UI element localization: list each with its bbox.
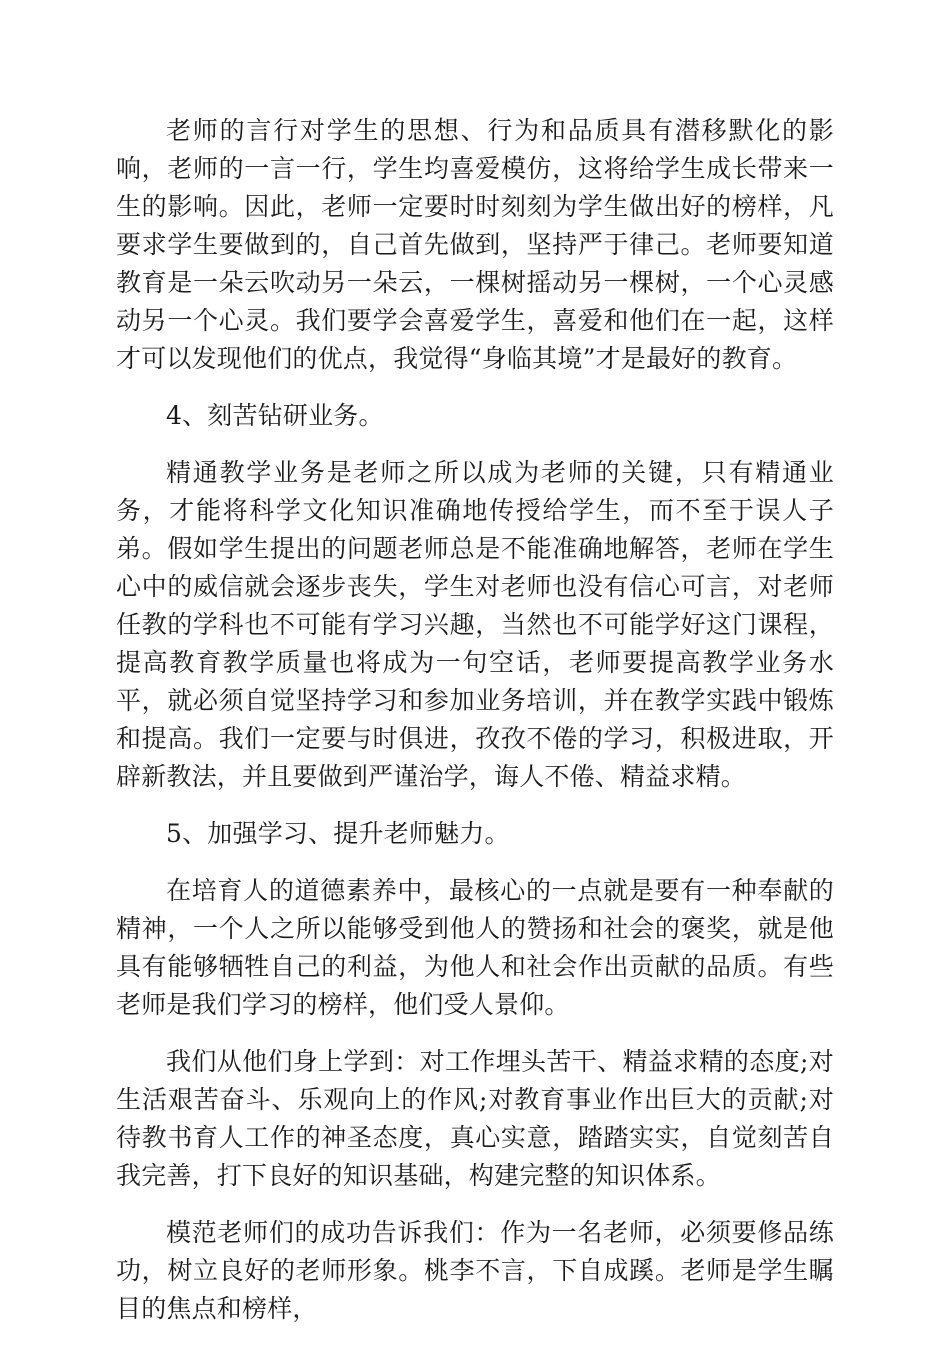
section-heading-4: 4、刻苦钻研业务。 [166,401,384,430]
paragraph-learn-from-them: 我们从他们身上学到：对工作埋头苦干、精益求精的态度;对生活艰苦奋斗、乐观向上的作风;对教育事业作出巨大的贡献;对待教书育人工作的神圣态度，真心实意，踏踏实实，自觉刻苦自我完善，打下良好的知识基础，构建完整的知识体系。 [116,1047,834,1190]
paragraph-dedication: 在培育人的道德素养中，最核心的一点就是要有一种奉献的精神，一个人之所以能够受到他人的赞扬和社会的褒奖，就是他具有能够牺牲自己的利益，为他人和社会作出贡献的品质。有些老师是我们学习的榜样，他们受人景仰。 [116,876,834,1019]
paragraph-study-business: 精通教学业务是老师之所以成为老师的关键，只有精通业务，才能将科学文化知识准确地传授给学生，而不至于误人子弟。假如学生提出的问题老师总是不能准确地解答，老师在学生心中的威信就会逐步丧失，学生对老师也没有信心可言，对老师任教的学科也不可能有学习兴趣，当然也不可能学好这门课程，提高教育教学质量也将成为一句空话，老师要提高教学业务水平，就必须自觉坚持学习和参加业务培训，并在教学实践中锻炼和提高。我们一定要与时俱进，孜孜不倦的学习，积极进取，开辟新教法，并且要做到严谨治学，诲人不倦、精益求精。 [116,458,834,791]
document-body [116,112,834,1347]
paragraph-model-teachers: 模范老师们的成功告诉我们：作为一名老师，必须要修品练功，树立良好的老师形象。桃李不言，下自成蹊。老师是学生瞩目的焦点和榜样， [116,1218,834,1323]
section-heading-5: 5、加强学习、提升老师魅力。 [166,819,510,848]
paragraph-teacher-influence: 老师的言行对学生的思想、行为和品质具有潜移默化的影响，老师的一言一行，学生均喜爱模仿，这将给学生成长带来一生的影响。因此，老师一定要时时刻刻为学生做出好的榜样，凡要求学生要做到的，自己首先做到，坚持严于律己。老师要知道教育是一朵云吹动另一朵云，一棵树摇动另一棵树，一个心灵感动另一个心灵。我们要学会喜爱学生，喜爱和他们在一起，这样才可以发现他们的优点，我觉得“身临其境”才是最好的教育。 [116,116,834,373]
